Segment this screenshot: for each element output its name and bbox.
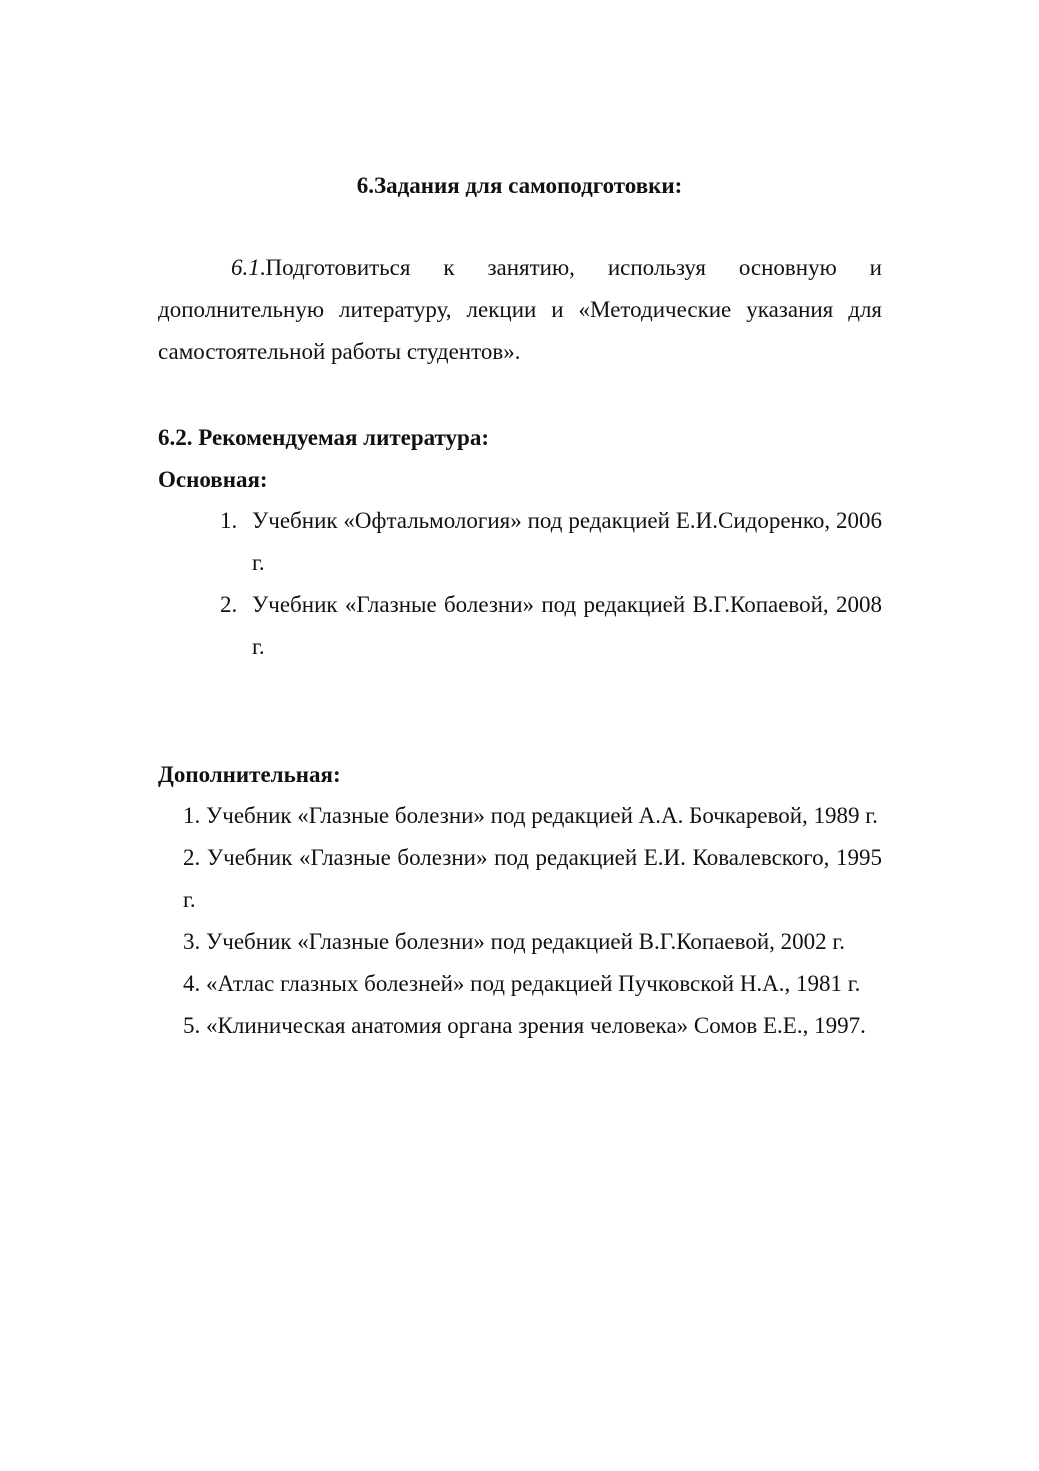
list-item: 4. «Атлас глазных болезней» под редакцией Пучковской Н.А., 1981 г. <box>183 971 861 996</box>
list-marker: 1. <box>220 508 238 533</box>
list-item-text: Учебник «Глазные болезни» под редакцией В.Г.Копаевой, 2008 г. <box>252 592 882 659</box>
list-item: 2. Учебник «Глазные болезни» под редакцией Е.И. Ковалевского, 1995 г. <box>183 845 882 912</box>
list-item <box>220 500 882 584</box>
additional-literature-heading: Дополнительная: <box>158 762 341 787</box>
main-literature-heading: Основная: <box>158 467 268 492</box>
additional-literature-list <box>183 795 882 1047</box>
list-item: 3. Учебник «Глазные болезни» под редакцией В.Г.Копаевой, 2002 г. <box>183 929 845 954</box>
list-marker: 2. <box>220 592 238 617</box>
task-text: .Подготовиться к занятию, используя основную и дополнительную литературу, лекции и «Методические указания для самостоятельной работы студентов». <box>158 255 882 364</box>
list-item-text: Учебник «Офтальмология» под редакцией Е.И.Сидоренко, 2006 г. <box>252 508 882 575</box>
main-literature-list <box>220 500 882 668</box>
section-title: 6.Задания для самоподготовки: <box>356 173 683 198</box>
task-paragraph <box>158 247 882 373</box>
list-item <box>220 584 882 668</box>
task-number: 6.1 <box>231 255 260 280</box>
list-item: 1. Учебник «Глазные болезни» под редакцией А.А. Бочкаревой, 1989 г. <box>183 803 878 828</box>
list-item: 5. «Клиническая анатомия органа зрения человека» Сомов Е.Е., 1997. <box>183 1013 866 1038</box>
literature-heading: 6.2. Рекомендуемая литература: <box>158 425 489 450</box>
